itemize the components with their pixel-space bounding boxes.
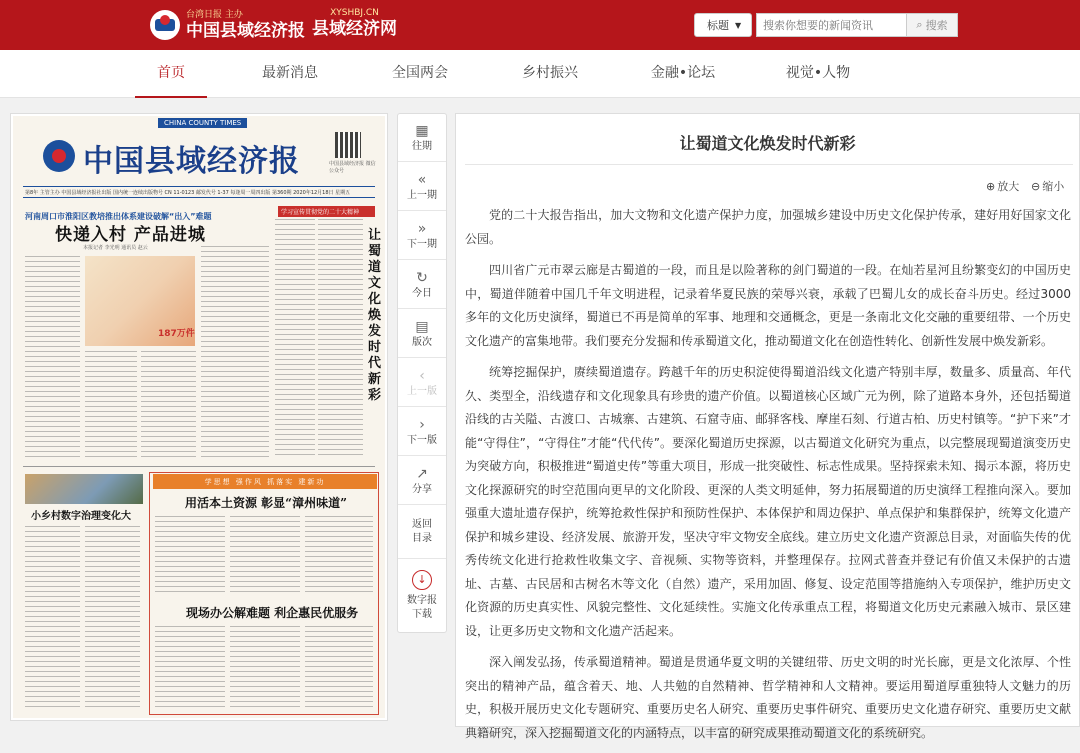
logo-secondary-title: 县域经济网 xyxy=(312,19,397,39)
nav-item-two-sessions[interactable]: 全国两会 xyxy=(392,65,448,81)
article-paragraph: 党的二十大报告指出，加大文物和文化遗产保护力度，加强城乡建设中历史文化保护传承，建好用好国家文化公园。 xyxy=(465,208,1071,246)
nav-item-finance[interactable]: 金融•论坛 xyxy=(650,65,716,81)
reader-toolbar xyxy=(397,113,447,633)
document-icon: ▤ xyxy=(415,318,429,335)
zoom-out-icon: ⊖ xyxy=(1031,179,1041,193)
article-panel xyxy=(455,113,1080,740)
article-paragraph: 深入阐发弘扬，传承蜀道精神。蜀道是贯通华夏文明的关键纽带、历史文明的时光长廊，更是文化浓厚、个性突出的精神产品，蕴含着天、地、人共勉的自然精神、哲学精神和人文精神。要运用蜀道厚重独特人文魅力的历史，积极开展历史文化专题研究、重要历史名人研究、重要历史事件研究、重要历史文化遗存研究、重要历史文献典籍研究，深入挖掘蜀道文化的内涵特点，以丰富的研究成果推动蜀道文化的系统研究。 xyxy=(465,655,1071,740)
tool-next-issue[interactable] xyxy=(398,212,446,260)
zoom-in-label: 放大 xyxy=(997,180,1020,193)
calendar-icon: ▦ xyxy=(415,122,429,139)
paper-divider xyxy=(23,466,375,467)
tool-label: 上一版 xyxy=(407,385,437,397)
tool-download[interactable] xyxy=(398,560,446,632)
paper-section-tag: 学习宣传贯彻党的二十大精神 xyxy=(278,206,375,217)
qr-code-icon xyxy=(335,132,361,158)
logo-domain: XYSHBJ.CN xyxy=(330,8,379,18)
article-paragraph: 四川省广元市翠云廊是古蜀道的一段，而且是以险著称的剑门蜀道的一段。在灿若星河且纷繁变幻的中国历史中，蜀道伴随着中国几千年文明进程，记录着华夏民族的荣辱兴衰，承载了巴蜀儿女的成长奋斗历史。经过3000多年的文化历史演绎，蜀道已不再是简单的军事、地理和交通概念，更是一条南北文化交融的重要纽带、一个历史文化遗产的富集地带。我们要充分发掘和传承蜀道文化，推动蜀道文化在创造性转化、创新性发展中焕发新彩。 xyxy=(465,263,1071,348)
main-nav xyxy=(0,50,1080,98)
nav-item-home[interactable]: 首页 xyxy=(135,50,207,98)
article-divider xyxy=(465,164,1073,165)
tool-prev-issue[interactable] xyxy=(398,163,446,211)
paper-kicker: 河南周口市淮阳区教培推出体系建设破解“出入”难题 xyxy=(25,212,212,221)
paper-headline-c: 现场办公解难题 利企惠民优服务 xyxy=(186,606,359,620)
chevron-right-icon: › xyxy=(419,416,425,433)
paper-text-column xyxy=(85,351,137,461)
logo-title: 中国县域经济报 xyxy=(186,20,305,41)
search-icon: ⌕ xyxy=(916,18,923,31)
article-title: 让蜀道文化焕发时代新彩 xyxy=(679,134,856,153)
paper-text-column xyxy=(305,516,373,596)
search-input[interactable] xyxy=(756,13,906,37)
paper-byline: 本报记者 李光明 通讯员 赵云 xyxy=(83,245,148,251)
search-type-select[interactable] xyxy=(694,13,752,37)
paper-masthead: 中国县域经济报 xyxy=(83,144,300,179)
tool-archive[interactable] xyxy=(398,114,446,162)
tool-label: 返回目录 xyxy=(412,519,432,544)
tool-share[interactable] xyxy=(398,457,446,505)
qr-caption: 中国县域经济报 微信公众号 xyxy=(329,161,376,174)
paper-headline-b: 用活本土资源 彰显“漳州味道” xyxy=(185,496,347,510)
zoom-out-button[interactable] xyxy=(1031,178,1064,194)
paper-meta: 第8年 主管主办 中国县域经济报社出版 国内统一连续出版物号 CN 11-0123 邮发代号 1-37 每逢周一周四出版 第360期 2020年12月18日 星期五 xyxy=(25,190,351,196)
paper-text-column xyxy=(155,626,225,711)
article-body xyxy=(465,204,1071,753)
paper-headline-d: 小乡村数字治理变化大 xyxy=(31,511,131,522)
tool-label: 下一期 xyxy=(407,238,437,250)
tool-label: 下一版 xyxy=(407,434,437,446)
paper-divider xyxy=(23,197,375,198)
newspaper-page-viewer[interactable] xyxy=(10,113,388,721)
tool-next-page[interactable] xyxy=(398,408,446,456)
nav-item-visual[interactable]: 视觉•人物 xyxy=(785,65,851,81)
paper-divider xyxy=(23,186,375,187)
paper-text-column xyxy=(275,219,315,459)
paper-text-column xyxy=(230,626,300,711)
zoom-in-icon: ⊕ xyxy=(986,179,996,193)
share-icon: ↗ xyxy=(416,465,428,482)
paper-infographic-figure: 187万件 xyxy=(158,329,195,339)
logo-emblem-icon xyxy=(150,10,180,40)
article-paragraph: 统筹挖掘保护，赓续蜀道遗存。跨越千年的历史积淀使得蜀道沿线文化遗产特别丰厚，数量多、质量高、年代久、类型全，沿线遗存和文化现象具有珍贵的遗产价值。以蜀道核心区域广元为例，除了道路本身外，还包括蜀道沿线的古关隘、古渡口、古城寨、古建筑、石窟寺庙、邮驿客栈、摩崖石刻、行道古柏、历史村镇等。“护下来”才能“守得住”，“守得住”才能“代代传”。要深化蜀道历史探源，以古蜀道文化研究为重点，以完整展现蜀道演变历史为突破方向，积极推进“蜀道史传”等重大项目，形成一批突破性、标志性成果。坚持探索未知、揭示本源，将历史文化探源研究的时空范围向更早的文化阶段、更深的人类文明延伸，努力拓展蜀道的历史演绎工程推向深入。要加强重大遗址遗存保护，统筹抢救性保护和预防性保护、本体保护和周边保护、单点保护和集群保护，统筹文化遗产保护和城乡建设、经济发展、旅游开发，坚决守牢文物安全底线。建立历史文化遗产资源总目录，对面临失传的优秀传统文化进行抢救性收集文字、音视频、实物等资料，并整理保存。拉网式普查并登记有价值又未保护的古遗址、古墓、古民居和古树名木等文化（自然）遗产，采用加固、修复、设定范围等措施纳入专项保护，维护历史文化资源的历史真实性、风貌完整性、文化延续性。实施文化传承重点工程，将蜀道文化历史元素融入城市、景区建设，让更多历史文物和文化遗产活起来。 xyxy=(465,365,1071,638)
paper-text-column xyxy=(155,516,225,596)
logo-sponsor: 台湾日报 主办 xyxy=(186,9,243,20)
tool-editions[interactable] xyxy=(398,310,446,358)
double-chevron-right-icon: » xyxy=(417,220,427,237)
paper-banner: CHINA COUNTY TIMES xyxy=(158,118,247,128)
paper-headline-main: 快递入村 产品进城 xyxy=(55,225,206,245)
search-button[interactable] xyxy=(906,13,958,37)
paper-text-column xyxy=(85,526,140,711)
paper-text-column xyxy=(305,626,373,711)
zoom-out-label: 缩小 xyxy=(1042,180,1065,193)
double-chevron-left-icon: « xyxy=(417,171,427,188)
paper-emblem-icon xyxy=(43,140,75,172)
tool-label: 上一期 xyxy=(407,189,437,201)
paper-vertical-title: 让蜀道文化焕发时代新彩 xyxy=(368,228,382,403)
chevron-down-icon: ▼ xyxy=(735,20,742,30)
nav-item-latest[interactable]: 最新消息 xyxy=(262,65,318,81)
search-type-value: 标题 xyxy=(707,19,729,32)
refresh-icon: ↻ xyxy=(416,269,428,286)
nav-item-rural[interactable]: 乡村振兴 xyxy=(522,65,578,81)
site-logo-secondary[interactable] xyxy=(312,8,397,39)
top-header-bar xyxy=(0,0,1080,50)
paper-text-column xyxy=(230,516,300,596)
paper-text-column xyxy=(141,351,196,461)
paper-text-column xyxy=(318,219,363,459)
paper-text-column xyxy=(25,526,80,711)
paper-section-strip: 学思想 强作风 抓落实 建新功 xyxy=(153,474,377,489)
tool-prev-page[interactable] xyxy=(398,359,446,407)
tool-label: 往期 xyxy=(412,140,432,152)
search-button-label: 搜索 xyxy=(925,19,948,32)
tool-label: 今日 xyxy=(412,287,432,299)
search-bar xyxy=(694,13,958,37)
tool-today[interactable] xyxy=(398,261,446,309)
site-logo[interactable] xyxy=(150,8,305,42)
paper-text-column xyxy=(201,246,269,461)
download-icon: ↓ xyxy=(412,570,432,590)
tool-label: 数字报下载 xyxy=(407,595,437,620)
tool-label: 版次 xyxy=(412,336,432,348)
paper-text-column xyxy=(25,256,80,461)
newspaper-page[interactable] xyxy=(13,116,385,718)
tool-label: 分享 xyxy=(412,483,432,495)
zoom-in-button[interactable] xyxy=(986,178,1019,194)
chevron-left-icon: ‹ xyxy=(419,367,425,384)
paper-photo xyxy=(25,474,143,504)
tool-back-to-contents[interactable] xyxy=(398,506,446,559)
